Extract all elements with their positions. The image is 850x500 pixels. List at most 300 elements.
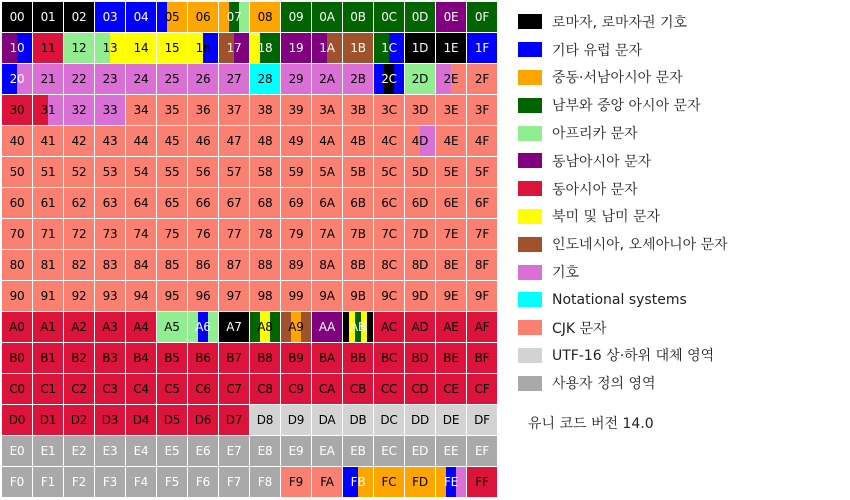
block-code: 89 bbox=[288, 258, 304, 272]
block-code: 25 bbox=[164, 72, 180, 86]
block-cell bbox=[95, 281, 125, 311]
legend-swatch bbox=[518, 42, 542, 57]
block-cell bbox=[281, 188, 311, 218]
block-cell bbox=[33, 95, 63, 125]
legend-label: 인도네시아, 오세아니아 문자 bbox=[552, 237, 728, 254]
block-code: B5 bbox=[164, 351, 180, 365]
block-cell bbox=[312, 95, 342, 125]
block-code: A5 bbox=[164, 320, 180, 334]
block-cell bbox=[95, 126, 125, 156]
unicode-block-grid bbox=[2, 2, 498, 498]
legend-label: 기호 bbox=[552, 265, 580, 282]
block-code: C9 bbox=[288, 382, 304, 396]
block-cell bbox=[219, 374, 249, 404]
legend-label: UTF-16 상·하위 대체 영역 bbox=[552, 348, 715, 365]
block-code: 80 bbox=[9, 258, 25, 272]
block-cell bbox=[343, 219, 373, 249]
block-cell bbox=[219, 436, 249, 466]
block-code: 61 bbox=[40, 196, 56, 210]
block-cell bbox=[467, 374, 497, 404]
block-code: AD bbox=[411, 320, 429, 334]
block-code: 0E bbox=[443, 10, 459, 24]
block-cell bbox=[467, 33, 497, 63]
block-code: E7 bbox=[226, 444, 242, 458]
block-cell bbox=[405, 343, 435, 373]
block-code: AB bbox=[349, 320, 367, 334]
block-cell bbox=[2, 33, 32, 63]
block-code: CC bbox=[380, 382, 398, 396]
block-code: CA bbox=[318, 382, 336, 396]
block-code: 20 bbox=[9, 72, 25, 86]
block-cell bbox=[2, 312, 32, 342]
block-code: 09 bbox=[288, 10, 304, 24]
block-cell bbox=[157, 374, 187, 404]
block-cell bbox=[312, 312, 342, 342]
block-cell bbox=[281, 343, 311, 373]
block-code: 7C bbox=[381, 227, 397, 241]
block-code: 22 bbox=[71, 72, 87, 86]
block-cell bbox=[157, 33, 187, 63]
block-code: 52 bbox=[71, 165, 87, 179]
block-cell bbox=[2, 219, 32, 249]
block-code: 9D bbox=[411, 289, 429, 303]
block-cell bbox=[188, 467, 218, 497]
block-cell bbox=[188, 405, 218, 435]
block-code: D9 bbox=[287, 413, 305, 427]
block-code: 2E bbox=[443, 72, 459, 86]
block-code: F0 bbox=[9, 475, 25, 489]
block-code: 78 bbox=[257, 227, 273, 241]
block-code: 05 bbox=[164, 10, 180, 24]
block-cell bbox=[219, 126, 249, 156]
block-code: 35 bbox=[164, 103, 180, 117]
block-cell bbox=[126, 33, 156, 63]
block-cell bbox=[281, 2, 311, 32]
block-code: 66 bbox=[195, 196, 211, 210]
block-code: 59 bbox=[288, 165, 304, 179]
legend-swatch bbox=[518, 70, 542, 85]
block-cell bbox=[33, 312, 63, 342]
block-cell bbox=[405, 374, 435, 404]
block-code: 4F bbox=[474, 134, 490, 148]
block-code: 43 bbox=[102, 134, 118, 148]
block-code: 72 bbox=[71, 227, 87, 241]
block-cell bbox=[374, 95, 404, 125]
block-code: 33 bbox=[102, 103, 118, 117]
block-cell bbox=[188, 126, 218, 156]
block-code: A1 bbox=[40, 320, 56, 334]
block-cell bbox=[250, 312, 280, 342]
block-code: 56 bbox=[195, 165, 211, 179]
block-code: 55 bbox=[164, 165, 180, 179]
block-cell bbox=[33, 219, 63, 249]
block-cell bbox=[436, 281, 466, 311]
block-cell bbox=[33, 188, 63, 218]
block-cell bbox=[64, 343, 94, 373]
block-cell bbox=[219, 250, 249, 280]
block-code: 5B bbox=[350, 165, 366, 179]
block-code: 7B bbox=[350, 227, 366, 241]
block-cell bbox=[281, 374, 311, 404]
block-cell bbox=[467, 405, 497, 435]
block-code: 9C bbox=[381, 289, 397, 303]
block-cell bbox=[312, 436, 342, 466]
block-code: 44 bbox=[133, 134, 149, 148]
block-code: E0 bbox=[9, 444, 25, 458]
block-cell bbox=[405, 188, 435, 218]
block-code: 81 bbox=[40, 258, 56, 272]
block-code: 9E bbox=[443, 289, 459, 303]
block-cell bbox=[157, 405, 187, 435]
block-code: 70 bbox=[9, 227, 25, 241]
block-cell bbox=[405, 436, 435, 466]
block-cell bbox=[64, 219, 94, 249]
block-code: BC bbox=[380, 351, 397, 365]
block-cell bbox=[343, 64, 373, 94]
block-cell bbox=[95, 95, 125, 125]
block-code: 85 bbox=[164, 258, 180, 272]
block-cell bbox=[405, 250, 435, 280]
block-cell bbox=[64, 95, 94, 125]
block-code: 71 bbox=[40, 227, 56, 241]
block-cell bbox=[219, 467, 249, 497]
block-cell bbox=[343, 33, 373, 63]
block-code: 38 bbox=[257, 103, 273, 117]
block-cell bbox=[126, 312, 156, 342]
block-code: 46 bbox=[195, 134, 211, 148]
block-cell bbox=[95, 343, 125, 373]
block-cell bbox=[33, 64, 63, 94]
block-cell bbox=[250, 95, 280, 125]
block-cell bbox=[436, 405, 466, 435]
legend-item bbox=[518, 64, 728, 92]
block-code: 74 bbox=[133, 227, 149, 241]
block-cell bbox=[436, 2, 466, 32]
block-code: F8 bbox=[257, 475, 273, 489]
block-cell bbox=[312, 2, 342, 32]
block-code: A0 bbox=[9, 320, 25, 334]
block-code: 58 bbox=[257, 165, 273, 179]
block-cell bbox=[281, 250, 311, 280]
block-code: 7E bbox=[443, 227, 459, 241]
block-cell bbox=[188, 436, 218, 466]
block-cell bbox=[188, 343, 218, 373]
legend-label: Notational systems bbox=[552, 291, 687, 308]
block-code: DD bbox=[410, 413, 430, 427]
block-code: EE bbox=[443, 444, 459, 458]
block-cell bbox=[250, 219, 280, 249]
block-cell bbox=[281, 219, 311, 249]
legend-swatch bbox=[518, 376, 542, 391]
legend-label: 남부와 중앙 아시아 문자 bbox=[552, 98, 701, 115]
legend-swatch bbox=[518, 98, 542, 113]
block-cell bbox=[219, 64, 249, 94]
legend-swatch bbox=[518, 292, 542, 307]
block-code: DE bbox=[442, 413, 460, 427]
block-cell bbox=[157, 343, 187, 373]
block-cell bbox=[343, 343, 373, 373]
block-cell bbox=[33, 126, 63, 156]
block-cell bbox=[343, 95, 373, 125]
block-code: CF bbox=[474, 382, 490, 396]
block-cell bbox=[2, 281, 32, 311]
block-code: 29 bbox=[288, 72, 304, 86]
block-cell bbox=[95, 188, 125, 218]
block-code: 2F bbox=[474, 72, 490, 86]
block-cell bbox=[157, 188, 187, 218]
block-cell bbox=[374, 343, 404, 373]
block-cell bbox=[64, 250, 94, 280]
block-cell bbox=[405, 219, 435, 249]
block-code: CD bbox=[411, 382, 429, 396]
block-code: 62 bbox=[71, 196, 87, 210]
block-cell bbox=[33, 467, 63, 497]
block-code: DF bbox=[474, 413, 490, 427]
block-cell bbox=[312, 250, 342, 280]
block-cell bbox=[343, 188, 373, 218]
block-cell bbox=[343, 126, 373, 156]
block-code: DA bbox=[318, 413, 336, 427]
block-code: 83 bbox=[102, 258, 118, 272]
block-code: 0D bbox=[411, 10, 429, 24]
block-code: D5 bbox=[163, 413, 181, 427]
block-code: 1D bbox=[411, 41, 429, 55]
legend-label: 로마자, 로마자권 기호 bbox=[552, 14, 688, 31]
block-cell bbox=[436, 188, 466, 218]
block-cell bbox=[374, 281, 404, 311]
block-code: AC bbox=[381, 320, 397, 334]
block-cell bbox=[312, 405, 342, 435]
block-cell bbox=[436, 312, 466, 342]
block-cell bbox=[436, 33, 466, 63]
legend-label: CJK 문자 bbox=[552, 320, 607, 337]
block-cell bbox=[374, 33, 404, 63]
block-code: C3 bbox=[102, 382, 118, 396]
block-code: 8B bbox=[350, 258, 366, 272]
block-cell bbox=[157, 95, 187, 125]
block-code: C6 bbox=[195, 382, 211, 396]
block-code: 5A bbox=[319, 165, 335, 179]
block-cell bbox=[33, 405, 63, 435]
legend-item bbox=[518, 91, 728, 119]
block-code: 8A bbox=[319, 258, 335, 272]
block-cell bbox=[95, 64, 125, 94]
block-code: F5 bbox=[164, 475, 180, 489]
legend-item bbox=[518, 230, 728, 258]
block-code: 64 bbox=[133, 196, 149, 210]
legend-item bbox=[518, 314, 728, 342]
block-code: FE bbox=[443, 475, 459, 489]
block-cell bbox=[2, 157, 32, 187]
block-cell bbox=[64, 126, 94, 156]
block-code: A9 bbox=[288, 320, 304, 334]
block-code: C4 bbox=[133, 382, 149, 396]
block-code: CB bbox=[349, 382, 367, 396]
block-code: 37 bbox=[226, 103, 242, 117]
block-code: B0 bbox=[9, 351, 25, 365]
block-code: 1E bbox=[443, 41, 459, 55]
legend-swatch bbox=[518, 181, 542, 196]
block-code: 7A bbox=[319, 227, 335, 241]
block-cell bbox=[405, 405, 435, 435]
block-code: 45 bbox=[164, 134, 180, 148]
block-code: 8C bbox=[381, 258, 397, 272]
block-cell bbox=[436, 157, 466, 187]
block-cell bbox=[2, 436, 32, 466]
block-code: B2 bbox=[71, 351, 87, 365]
block-code: C0 bbox=[9, 382, 25, 396]
block-code: AF bbox=[474, 320, 490, 334]
block-code: C5 bbox=[164, 382, 180, 396]
block-cell bbox=[157, 2, 187, 32]
block-code: 2C bbox=[381, 72, 397, 86]
legend-swatch bbox=[518, 265, 542, 280]
block-code: 12 bbox=[71, 41, 87, 55]
block-cell bbox=[467, 281, 497, 311]
block-cell bbox=[250, 250, 280, 280]
block-code: 49 bbox=[288, 134, 304, 148]
block-code: F7 bbox=[226, 475, 242, 489]
block-code: C8 bbox=[257, 382, 273, 396]
block-code: 57 bbox=[226, 165, 242, 179]
block-cell bbox=[188, 281, 218, 311]
block-code: 0B bbox=[350, 10, 366, 24]
block-code: DB bbox=[349, 413, 367, 427]
block-code: 69 bbox=[288, 196, 304, 210]
block-cell bbox=[343, 2, 373, 32]
block-code: 07 bbox=[226, 10, 242, 24]
block-cell bbox=[374, 405, 404, 435]
block-code: 16 bbox=[195, 41, 211, 55]
block-cell bbox=[126, 219, 156, 249]
block-cell bbox=[219, 95, 249, 125]
block-cell bbox=[436, 436, 466, 466]
block-cell bbox=[436, 374, 466, 404]
block-cell bbox=[219, 157, 249, 187]
block-code: F2 bbox=[71, 475, 87, 489]
block-code: 3F bbox=[474, 103, 490, 117]
block-cell bbox=[436, 95, 466, 125]
block-cell bbox=[343, 405, 373, 435]
block-code: B7 bbox=[226, 351, 242, 365]
block-cell bbox=[126, 436, 156, 466]
block-cell bbox=[467, 467, 497, 497]
block-cell bbox=[436, 467, 466, 497]
block-cell bbox=[467, 64, 497, 94]
block-cell bbox=[188, 64, 218, 94]
block-cell bbox=[219, 33, 249, 63]
block-code: 1C bbox=[381, 41, 397, 55]
legend-item bbox=[518, 8, 728, 36]
block-cell bbox=[126, 405, 156, 435]
block-code: 47 bbox=[226, 134, 242, 148]
block-code: 39 bbox=[288, 103, 304, 117]
block-cell bbox=[64, 33, 94, 63]
block-cell bbox=[157, 436, 187, 466]
block-cell bbox=[188, 250, 218, 280]
block-cell bbox=[343, 250, 373, 280]
block-cell bbox=[405, 33, 435, 63]
block-cell bbox=[281, 95, 311, 125]
block-code: D8 bbox=[256, 413, 274, 427]
block-code: 23 bbox=[102, 72, 118, 86]
block-cell bbox=[436, 343, 466, 373]
block-code: 67 bbox=[226, 196, 242, 210]
block-cell bbox=[188, 188, 218, 218]
block-cell bbox=[188, 95, 218, 125]
block-code: A3 bbox=[102, 320, 118, 334]
legend-label: 아프리카 문자 bbox=[552, 126, 638, 143]
block-cell bbox=[33, 250, 63, 280]
legend-item bbox=[518, 369, 728, 397]
block-cell bbox=[64, 312, 94, 342]
block-cell bbox=[374, 467, 404, 497]
block-code: A2 bbox=[71, 320, 87, 334]
block-code: F3 bbox=[102, 475, 118, 489]
block-code: D6 bbox=[194, 413, 212, 427]
block-code: 3D bbox=[411, 103, 429, 117]
block-cell bbox=[312, 374, 342, 404]
block-code: 60 bbox=[9, 196, 25, 210]
block-code: 0F bbox=[474, 10, 490, 24]
block-code: 15 bbox=[164, 41, 180, 55]
legend-item bbox=[518, 147, 728, 175]
block-cell bbox=[467, 436, 497, 466]
block-cell bbox=[33, 33, 63, 63]
block-code: 08 bbox=[257, 10, 273, 24]
block-code: 53 bbox=[102, 165, 118, 179]
block-code: 97 bbox=[226, 289, 242, 303]
block-code: 4E bbox=[443, 134, 459, 148]
block-code: 7D bbox=[411, 227, 429, 241]
legend bbox=[518, 8, 728, 397]
block-cell bbox=[250, 33, 280, 63]
block-code: 5E bbox=[443, 165, 459, 179]
block-code: 3E bbox=[443, 103, 459, 117]
block-cell bbox=[219, 405, 249, 435]
block-code: A4 bbox=[133, 320, 149, 334]
legend-label: 동남아시아 문자 bbox=[552, 153, 652, 170]
block-cell bbox=[95, 219, 125, 249]
block-code: 86 bbox=[195, 258, 211, 272]
block-code: 10 bbox=[9, 41, 25, 55]
block-code: 30 bbox=[9, 103, 25, 117]
block-cell bbox=[2, 126, 32, 156]
block-code: 06 bbox=[195, 10, 211, 24]
legend-item bbox=[518, 203, 728, 231]
block-code: B1 bbox=[40, 351, 56, 365]
block-cell bbox=[219, 281, 249, 311]
block-cell bbox=[157, 281, 187, 311]
block-code: 6A bbox=[319, 196, 335, 210]
block-code: FD bbox=[412, 475, 428, 489]
block-code: 17 bbox=[226, 41, 242, 55]
block-cell bbox=[33, 2, 63, 32]
block-code: 19 bbox=[288, 41, 304, 55]
block-cell bbox=[188, 374, 218, 404]
block-code: 0A bbox=[319, 10, 335, 24]
block-code: E6 bbox=[195, 444, 211, 458]
block-code: 03 bbox=[102, 10, 118, 24]
block-cell bbox=[2, 95, 32, 125]
block-code: D7 bbox=[225, 413, 243, 427]
block-cell bbox=[188, 157, 218, 187]
block-code: EC bbox=[381, 444, 397, 458]
block-cell bbox=[126, 374, 156, 404]
block-code: 79 bbox=[288, 227, 304, 241]
block-code: F1 bbox=[40, 475, 56, 489]
block-code: 24 bbox=[133, 72, 149, 86]
